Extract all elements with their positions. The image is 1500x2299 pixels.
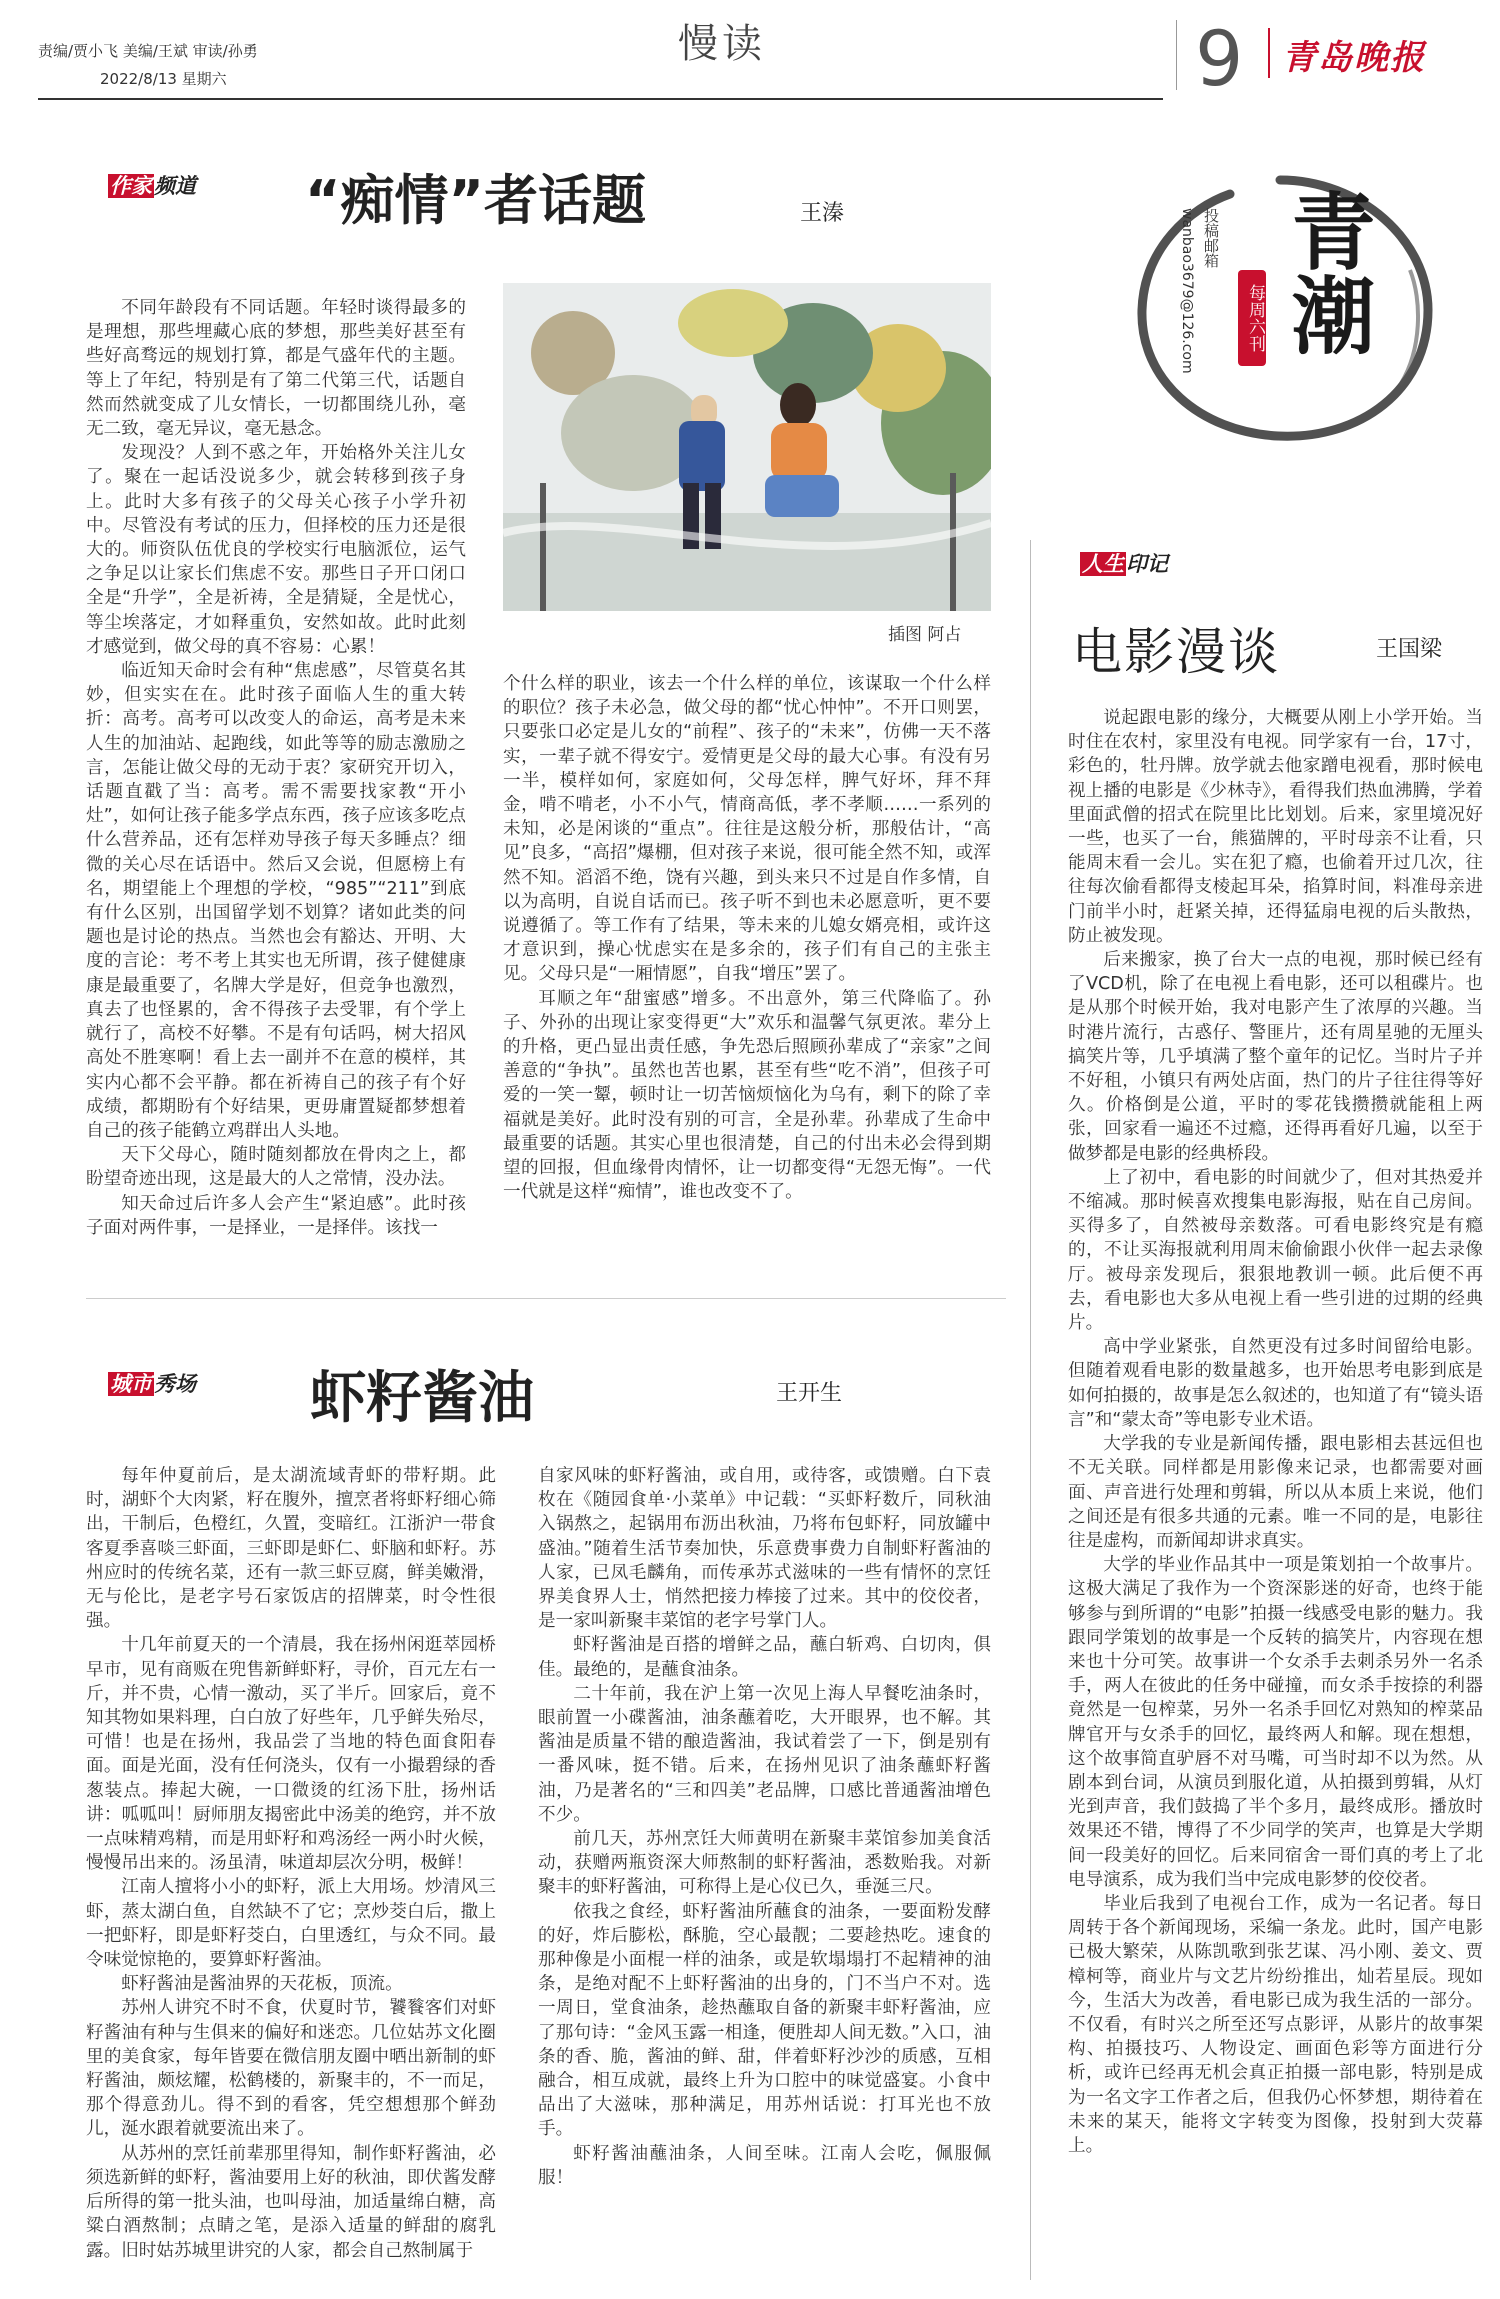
page-number: 9 bbox=[1195, 14, 1244, 103]
article1-column-tag bbox=[108, 170, 196, 200]
article2-column-2 bbox=[538, 1464, 991, 2190]
article2-tag-suffix: 秀场 bbox=[154, 1372, 196, 1396]
article1-column-2 bbox=[503, 672, 991, 1204]
article1-column-1 bbox=[86, 296, 466, 1240]
paragraph: 每年仲夏前后，是太湖流域青虾的带籽期。此时，湖虾个大肉紧，籽在腹外，擅烹者将虾籽细心筛出，干制后，色橙红，久置，变暗红。江浙沪一带食客夏季喜啖三虾面，三虾即是虾仁、虾脑和虾籽。苏州应时的传统名菜，还有一款三虾豆腐，鲜美嫩滑，无与伦比，是老字号石家饭店的招牌菜，时令性很强。 bbox=[86, 1466, 496, 1632]
paragraph: 大学我的专业是新闻传播，跟电影相去甚远但也不无关联。同样都是用影像来记录，也都需要对画面、声音进行处理和剪辑，所以从本质上来说，他们之间还是有很多共通的元素。唯一不同的是，电影往往是虚构，而新闻却讲求真实。 bbox=[1068, 1434, 1483, 1551]
paragraph: 虾籽酱油是酱油界的天花板，顶流。 bbox=[121, 1974, 403, 1995]
illustration-image bbox=[503, 283, 991, 611]
paragraph: 前几天，苏州烹饪大师黄明在新聚丰菜馆参加美食活动，获赠两瓶资深大师熬制的虾籽酱油，悉数贻我。对新聚丰的虾籽酱油，可称得上是心仪已久，垂涎三尺。 bbox=[538, 1829, 991, 1898]
article2-tag-prefix: 城市 bbox=[110, 1372, 152, 1396]
paragraph: 高中学业紧张，自然更没有过多时间留给电影。但随着观看电影的数量越多，也开始思考电影到底是如何拍摄的，故事是怎么叙述的，也知道了有“镜头语言”和“蒙太奇”等电影专业术语。 bbox=[1068, 1337, 1483, 1430]
paragraph: 江南人擅将小小的虾籽，派上大用场。炒清风三虾，蒸太湖白鱼，自然缺不了它；烹炒茭白后，撒上一把虾籽，即是虾籽茭白，白里透红，与众不同。最令味觉惊艳的，要算虾籽酱油。 bbox=[86, 1877, 496, 1971]
masthead-title: 青潮 bbox=[1278, 188, 1377, 356]
paragraph: 从苏州的烹饪前辈那里得知，制作虾籽酱油，必须选新鲜的虾籽，酱油要用上好的秋油，即伏酱发酵后所得的第一批头油，也叫母油，加适量绵白糖，高粱白酒熬制；点睛之笔，是添入适量的鲜甜的腐乳露。旧时姑苏城里讲究的人家，都会自己熬制属于 bbox=[86, 2143, 496, 2261]
paragraph: 自家风味的虾籽酱油，或自用，或待客，或馈赠。白下袁枚在《随园食单·小菜单》中记载：“买虾籽数斤，同秋油入锅熬之，起锅用布沥出秋油，乃将布包虾籽，同放罐中盛油。”随着生活节奏加快，乐意费事费力自制虾籽酱油的人家，已凤毛麟角，而传承苏式滋味的一些有情怀的烹饪界美食界人士，悄然把接力棒接了过来。其中的佼佼者，是一家叫新聚丰菜馆的老字号掌门人。 bbox=[538, 1466, 991, 1632]
article3-tag-suffix: 印记 bbox=[1126, 552, 1168, 576]
paper-name-bar bbox=[1268, 28, 1270, 78]
article1-tag-suffix: 频道 bbox=[154, 174, 196, 198]
paragraph: 不同年龄段有不同话题。年轻时谈得最多的是理想，那些埋藏心底的梦想，那些美好甚至有些好高骛远的规划打算，都是气盛年代的主题。等上了年纪，特别是有了第二代第三代，话题自然而然就变成了儿女情长，一切都围绕儿孙，毫无二致，毫无异议，毫无悬念。 bbox=[86, 298, 466, 440]
weekly-seal: 每周六刊 bbox=[1238, 270, 1266, 366]
paragraph: 十几年前夏天的一个清晨，我在扬州闲逛萃园桥早市，见有商贩在兜售新鲜虾籽，寻价，百元左右一斤，并不贵，心情一激动，买了半斤。回家后，竟不知其物如果料理，白白放了好些年，几乎鲜失殆尽，可惜！也是在扬州，我品尝了当地的特色面食阳春面。面是光面，没有任何浇头，仅有一小撮碧绿的香葱装点。捧起大碗，一口微烫的红汤下肚，扬州话讲：呱呱叫！厨师朋友揭密此中汤美的绝窍，并不放一点味精鸡精，而是用虾籽和鸡汤经一两小时火候，慢慢吊出来的。汤虽清，味道却层次分明，极鲜！ bbox=[86, 1635, 496, 1874]
paragraph: 知天命过后许多人会产生“紧迫感”。此时孩子面对两件事，一是择业，一是择伴。该找一 bbox=[86, 1193, 466, 1238]
illustration-caption: 插图 阿占 bbox=[888, 625, 962, 645]
header-rule bbox=[38, 98, 1163, 100]
article2-title: 虾籽酱油 bbox=[310, 1366, 534, 1431]
article1-tag-prefix: 作家 bbox=[110, 174, 152, 198]
paragraph: 上了初中，看电影的时间就少了，但对其热爱并不缩减。那时候喜欢搜集电影海报，贴在自己房间。买得多了，自然被母亲数落。可看电影终究是有瘾的，不让买海报就利用周末偷偷跟小伙伴一起去录像厅。被母亲发现后，狠狠地教训一顿。此后便不再去，看电影也大多从电视上看一些引进的过期的经典片。 bbox=[1068, 1167, 1483, 1334]
paragraph: 说起跟电影的缘分，大概要从刚上小学开始。当时住在农村，家里没有电视。同学家有一台，17寸，彩色的，牡丹牌。放学就去他家蹭电视看，那时候电视上播的电影是《少林寺》，看得我们热血沸腾，学着里面武僧的招式在院里比比划划。后来，家里境况好一些，也买了一台，熊猫牌的，平时母亲不让看，只能周末看一会儿。实在犯了瘾，也偷着开过几次，往往每次偷看都得支棱起耳朵，掐算时间，料准母亲进门前半小时，赶紧关掉，还得猛扇电视的后头散热，防止被发现。 bbox=[1068, 708, 1483, 946]
header-divider bbox=[1176, 20, 1177, 90]
article2-author: 王开生 bbox=[776, 1381, 843, 1406]
submission-label: 投稿邮箱 bbox=[1202, 208, 1220, 268]
submission-email: wanbao3679@126.com bbox=[1179, 208, 1195, 374]
article1-title: “痴情”者话题 bbox=[305, 169, 646, 232]
article3-column bbox=[1068, 706, 1483, 2158]
article2-column-1 bbox=[86, 1464, 496, 2263]
article3-author: 王国梁 bbox=[1376, 637, 1443, 662]
issue-date: 2022/8/13 星期六 bbox=[100, 70, 227, 88]
paragraph: 发现没？人到不惑之年，开始格外关注儿女了。聚在一起话没说多少，就会转移到孩子身上。此时大多有孩子的父母关心孩子小学升初中。尽管没有考试的压力，但择校的压力还是很大的。师资队伍优良的学校实行电脑派位，运气之争足以让家长们焦虑不安。那些日子开口闭口全是“升学”，全是祈祷，全是猜疑，全是忧心，等尘埃落定，才如释重负，安然如故。此时此刻才感觉到，做父母的真不容易：心累！ bbox=[86, 443, 466, 657]
column-divider bbox=[1030, 540, 1031, 2280]
article3-column-tag bbox=[1080, 548, 1168, 578]
paragraph: 临近知天命时会有种“焦虑感”，尽管莫名其妙，但实实在在。此时孩子面临人生的重大转折：高考。高考可以改变人的命运，高考是未来人生的加油站、起跑线，如此等等的励志激励之言，怎能让做父母的无动于衷？家研究开切入，话题直戳了当：高考。需不需要找家教“开小灶”，如何让孩子能多学点东西，孩子应该多吃点什么营养品，还有怎样劝导孩子每天多睡点？细微的关心尽在话语中。然后又会说，但愿榜上有名，期望能上个理想的学校，“985”“211”到底有什么区别，出国留学划不划算？诸如此类的问题也是讨论的热点。当然也会有豁达、开明、大度的言论：考不考上其实也无所谓，孩子健健康康是最重要了，名牌大学是好，但竞争也激烈，真去了也怪累的，舍不得孩子去受罪，有个学上就行了，高校不好攀。不是有句话吗，树大招风高处不胜寒啊！看上去一副并不在意的模样，其实内心都不会平静。都在祈祷自己的孩子有个好成绩，都期盼有个好结果，更毋庸置疑都梦想着自己的孩子能鹤立鸡群出人头地。 bbox=[86, 661, 466, 1141]
paragraph: 耳顺之年“甜蜜感”增多。不出意外，第三代降临了。孙子、外孙的出现让家变得更“大”欢乐和温馨气氛更浓。辈分上的升格，更凸显出责任感，争先恐后照顾孙辈成了“亲家”之间善意的“争执”。虽然也苦也累，甚至有些“吃不消”，但孩子可爱的一笑一颦，顿时让一切苦恼烦恼化为乌有，剩下的除了幸福就是美好。此时没有别的可言，全是孙辈。孙辈成了生命中最重要的话题。其实心里也很清楚，自己的付出未必会得到期望的回报，但血缘骨肉情怀，让一切都变得“无怨无悔”。一代一代就是这样“痴情”，谁也改变不了。 bbox=[503, 988, 991, 1203]
column-masthead bbox=[1110, 160, 1450, 450]
paragraph: 个什么样的职业，该去一个什么样的单位，该谋取一个什么样的职位？孩子未必急，做父母的都“忧心忡忡”。不开口则罢，只要张口必定是儿女的“前程”、孩子的“未来”，仿佛一天不落实，一辈子就不得安宁。爱情更是父母的最大心事。有没有另一半，模样如何，家庭如何，父母怎样，脾气好坏，拜不拜金，啃不啃老，小不小气，情商高低，孝不孝顺……一系列的未知，必是闲谈的“重点”。往往是这般分析，那般估计，“高见”良多，“高招”爆棚，但对孩子来说，很可能全然不知，或浑然不知。滔滔不绝，饶有兴趣，到头来只不过是自作多情，自以为高明，自说自话而已。孩子听不到也未必愿意听，更不要说遵循了。等工作有了结果，等未来的儿媳女婿亮相，或许这才意识到，操心忧虑实在是多余的，孩子们有自己的主张主见。父母只是“一厢情愿”，自我“增压”罢了。 bbox=[503, 674, 991, 985]
paragraph: 虾籽酱油是百搭的增鲜之品，蘸白斩鸡、白切肉，俱佳。最绝的，是蘸食油条。 bbox=[538, 1635, 991, 1680]
paragraph: 后来搬家，换了台大一点的电视，那时候已经有了VCD机，除了在电视上看电影，还可以租碟片。也是从那个时候开始，我对电影产生了浓厚的兴趣。当时港片流行，古惑仔、警匪片，还有周星驰的无厘头搞笑片等，几乎填满了整个童年的记忆。当时片子并不好租，小镇只有两处店面，热门的片子往往得等好久。价格倒是公道，平时的零花钱攒攒就能租上两张，回家看一遍还不过瘾，还得再看好几遍，以至于做梦都是电影的经典桥段。 bbox=[1068, 950, 1483, 1164]
section-name: 慢读 bbox=[678, 21, 766, 67]
paragraph: 大学的毕业作品其中一项是策划拍一个故事片。这极大满足了我作为一个资深影迷的好奇，也终于能够参与到所谓的“电影”拍摄一线感受电影的魅力。我跟同学策划的故事是一个反转的搞笑片，内容现在想来也十分可笑。故事讲一个女杀手去刺杀另外一名杀手，两人在彼此的任务中碰撞，而女杀手按捺的利器竟然是一包榨菜，另外一名杀手回忆对熟知的榨菜品牌官开与女杀手的回忆，最终两人和解。现在想想，这个故事简直驴唇不对马嘴，可当时却不以为然。从剧本到台词，从演员到服化道，从拍摄到剪辑，从灯光到声音，我们鼓捣了半个多月，最终成形。播放时效果还不错，博得了不少同学的笑声，也算是大学期间一段美好的回忆。后来同宿舍一哥们真的考上了北电导演系，成为我们当中完成电影梦的佼佼者。 bbox=[1068, 1555, 1483, 1890]
paragraph: 天下父母心，随时随刻都放在骨肉之上，都盼望奇迹出现，这是最大的人之常情，没办法。 bbox=[86, 1145, 466, 1190]
paragraph: 二十年前，我在沪上第一次见上海人早餐吃油条时，眼前置一小碟酱油，油条蘸着吃，大开眼界，也不解。其酱油是质量不错的酿造酱油，我试着尝了一下，倒是别有一番风味，挺不错。后来，在扬州见识了油条蘸虾籽酱油，乃是著名的“三和四美”老品牌，口感比普通酱油增色不少。 bbox=[538, 1683, 991, 1825]
article3-tag-prefix: 人生 bbox=[1082, 552, 1124, 576]
paragraph: 虾籽酱油蘸油条，人间至味。江南人会吃，佩服佩服！ bbox=[538, 2143, 991, 2188]
article3-title: 电影漫谈 bbox=[1072, 623, 1280, 681]
paragraph: 苏州人讲究不时不食，伏夏时节，饕餮客们对虾籽酱油有种与生俱来的偏好和迷恋。几位姑苏文化圈里的美食家，每年皆要在微信朋友圈中晒出新制的虾籽酱油，颇炫耀，松鹤楼的，新聚丰的，不一而足，那个得意劲儿。得不到的看客，凭空想想那个鲜劲儿，涎水跟着就要流出来了。 bbox=[86, 1998, 496, 2140]
editors-credit: 责编/贾小飞 美编/王斌 审读/孙勇 bbox=[38, 42, 258, 60]
article1-author: 王溱 bbox=[800, 201, 845, 226]
article-divider bbox=[86, 1298, 1006, 1299]
paragraph: 依我之食经，虾籽酱油所蘸食的油条，一要面粉发酵的好，炸后膨松，酥脆，空心最靓；二要趁热吃。速食的那种像是小面棍一样的油条，或是软塌塌打不起精神的油条，是绝对配不上虾籽酱油的出身的，门不当户不对。选一周日，堂食油条，趁热蘸取自备的新聚丰虾籽酱油，应了那句诗：“金风玉露一相逢，便胜却人间无数。”入口，油条的香、脆，酱油的鲜、甜，伴着虾籽沙沙的质感，互相融合，相互成就，最终上升为口腔中的味觉盛宴。小食中品出了大滋味，那种满足，用苏州话说：打耳光也不放手。 bbox=[538, 1901, 991, 2140]
paper-name-logo: 青岛晚报 bbox=[1282, 38, 1426, 78]
article2-column-tag bbox=[108, 1368, 196, 1398]
article1-illustration bbox=[503, 283, 991, 611]
paragraph: 毕业后我到了电视台工作，成为一名记者。每日周转于各个新闻现场，采编一条龙。此时，国产电影已极大繁荣，从陈凯歌到张艺谋、冯小刚、姜文、贾樟柯等，商业片与文艺片纷纷推出，灿若星辰。现如今，生活大为改善，看电影已成为我生活的一部分。不仅看，有时兴之所至还写点影评，从影片的故事架构、拍摄技巧、人物设定、画面色彩等方面进行分析，或许已经再无机会真正拍摄一部电影，特别是成为一名文字工作者之后，但我仍心怀梦想，期待着在未来的某天，能将文字转变为图像，投射到大荧幕上。 bbox=[1068, 1893, 1483, 2156]
